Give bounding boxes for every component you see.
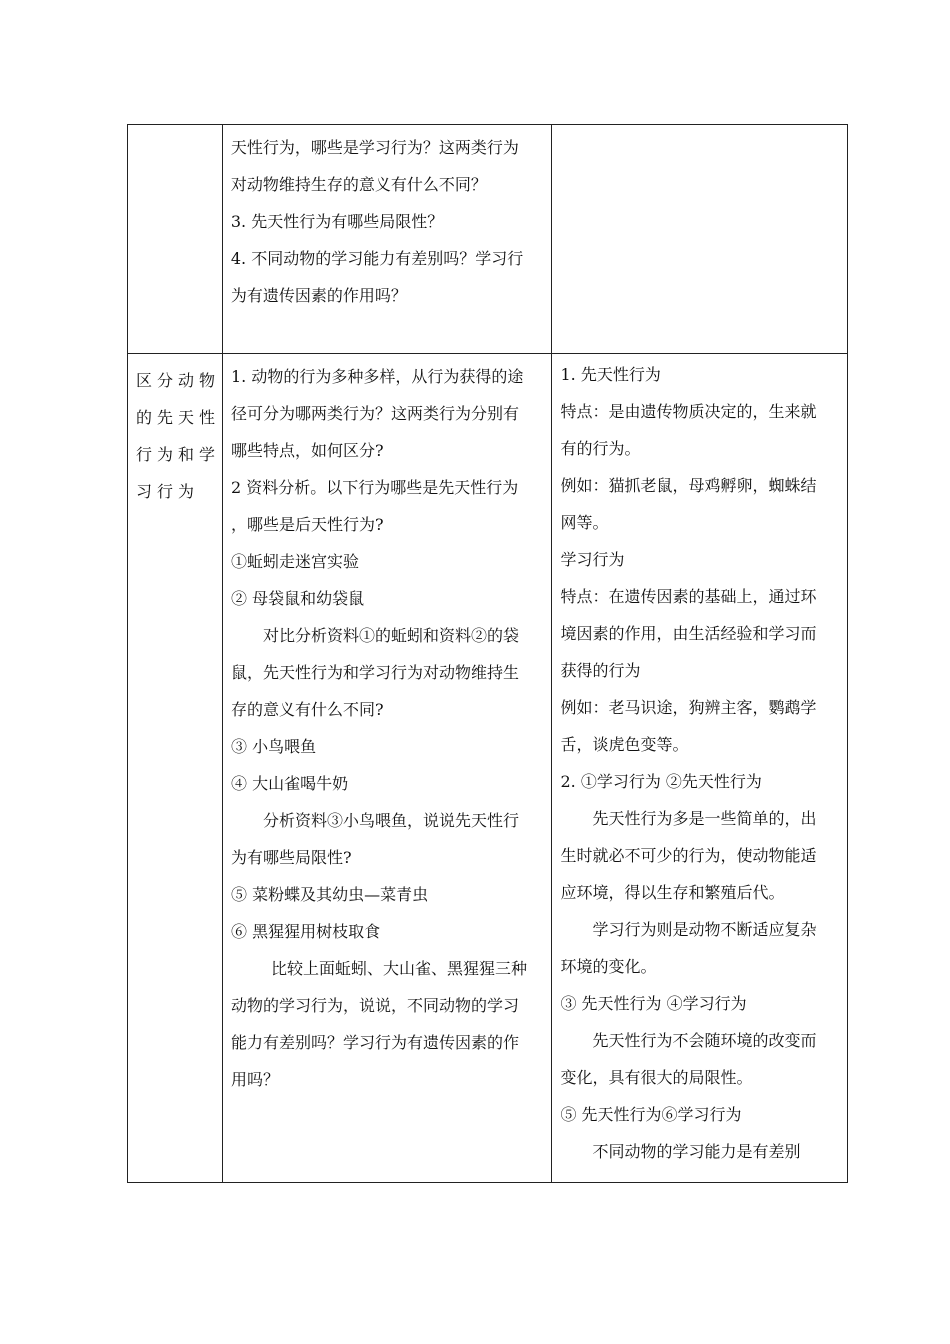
table-row xyxy=(127,124,848,353)
text-line: 区分动物 xyxy=(136,371,221,390)
text-line: 2. ①学习行为 ②先天性行为 xyxy=(560,772,762,791)
text-line: 例如：猫抓老鼠，母鸡孵卵，蜘蛛结 xyxy=(560,476,817,495)
text-line: 先天性行为多是一些简单的，出 xyxy=(592,809,817,828)
text-line: 学习行为 xyxy=(560,550,625,569)
text-line: 鼠，先天性行为和学习行为对动物维持生 xyxy=(231,663,520,682)
text-line: 比较上面蚯蚓、大山雀、黑猩猩三种 xyxy=(271,959,528,978)
text-line: 用吗？ xyxy=(231,1070,280,1089)
text-line: 网等。 xyxy=(560,513,609,532)
answer-cell xyxy=(552,125,848,353)
text-line: 能力有差别吗？学习行为有遗传因素的作 xyxy=(231,1033,520,1052)
text-line: 分析资料③小鸟喂鱼，说说先天性行 xyxy=(263,811,520,830)
text-line: 环境的变化。 xyxy=(560,957,657,976)
text-line: 不同动物的学习能力是有差别 xyxy=(592,1142,801,1161)
text-line: ⑤ 先天性行为⑥学习行为 xyxy=(560,1105,742,1124)
text-line: ⑥ 黑猩猩用树枝取食 xyxy=(231,922,381,941)
text-line: ② 母袋鼠和幼袋鼠 xyxy=(231,589,365,608)
text-line: ④ 大山雀喝牛奶 xyxy=(231,774,349,793)
text-line: 对比分析资料①的蚯蚓和资料②的袋 xyxy=(263,626,520,645)
text-line: 变化，具有很大的局限性。 xyxy=(560,1068,753,1087)
table-row xyxy=(127,353,848,1183)
text-line: ⑤ 菜粉蝶及其幼虫—菜青虫 xyxy=(231,885,429,904)
text-line: 获得的行为 xyxy=(560,661,641,680)
text-line: 为有哪些局限性? xyxy=(231,848,352,867)
text-line: ③ 先天性行为 ④学习行为 xyxy=(560,994,747,1013)
question-cell xyxy=(223,354,552,1182)
topic-cell xyxy=(128,125,223,353)
text-line: ，哪些是后天性行为? xyxy=(231,515,384,534)
text-line: 习行为 xyxy=(136,482,200,501)
text-line: 径可分为哪两类行为？这两类行为分别有 xyxy=(231,404,520,423)
text-line: 3. 先天性行为有哪些局限性？ xyxy=(230,212,444,231)
text-line: ①蚯蚓走迷宫实验 xyxy=(231,552,360,571)
answer-cell xyxy=(552,354,848,1182)
text-line: 特点：在遗传因素的基础上，通过环 xyxy=(560,587,817,606)
question-cell xyxy=(223,125,553,353)
text-line: 4. 不同动物的学习能力有差别吗？学习行 xyxy=(230,249,524,268)
text-line: 学习行为则是动物不断适应复杂 xyxy=(592,920,817,939)
text-line: 2 资料分析。以下行为哪些是先天性行为 xyxy=(231,478,519,497)
text-line: 应环境，得以生存和繁殖后代。 xyxy=(560,883,785,902)
text-line: 特点：是由遗传物质决定的，生来就 xyxy=(560,402,817,421)
text-line: 行为和学 xyxy=(136,445,221,464)
text-line: 动物的学习行为，说说，不同动物的学习 xyxy=(231,996,520,1015)
text-line: 例如：老马识途，狗辨主客，鹦鹉学 xyxy=(560,698,817,717)
text-line: 生时就必不可少的行为，使动物能适 xyxy=(560,846,817,865)
text-line: 先天性行为不会随环境的改变而 xyxy=(592,1031,817,1050)
text-line: 有的行为。 xyxy=(560,439,641,458)
text-line: ③ 小鸟喂鱼 xyxy=(231,737,317,756)
lesson-table xyxy=(127,124,848,1183)
text-line: 的先天性 xyxy=(136,408,221,427)
text-line: 对动物维持生存的意义有什么不同？ xyxy=(230,175,487,194)
text-line: 境因素的作用，由生活经验和学习而 xyxy=(560,624,817,643)
topic-cell xyxy=(128,354,223,1182)
text-line: 为有遗传因素的作用吗？ xyxy=(230,286,407,305)
text-line: 天性行为，哪些是学习行为？这两类行为 xyxy=(230,138,519,157)
text-line: 哪些特点，如何区分? xyxy=(231,441,384,460)
text-line: 存的意义有什么不同? xyxy=(231,700,384,719)
text-line: 舌，谈虎色变等。 xyxy=(560,735,689,754)
text-line: 1. 先天性行为 xyxy=(560,365,661,384)
text-line: 1. 动物的行为多种多样，从行为获得的途 xyxy=(231,367,524,386)
